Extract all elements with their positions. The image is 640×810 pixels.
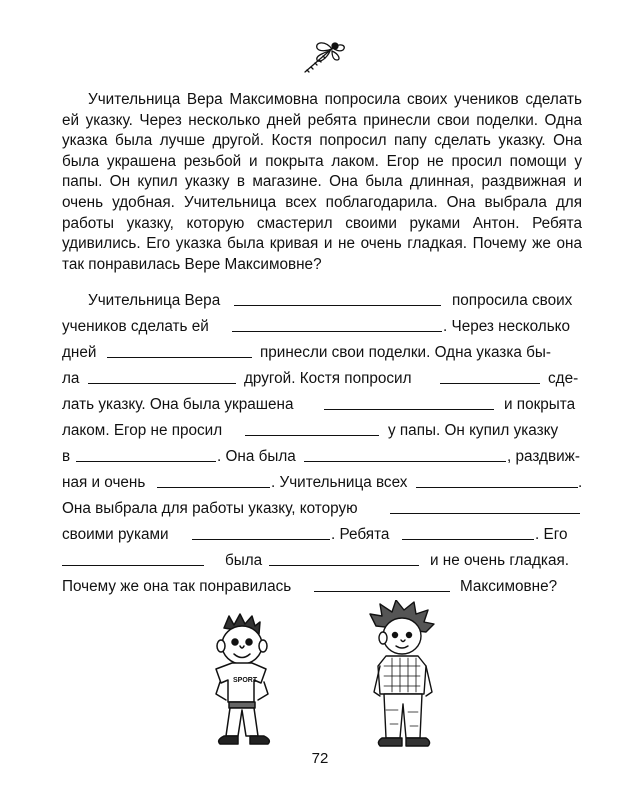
answer-blank[interactable] bbox=[192, 539, 330, 540]
exercise-line bbox=[62, 574, 582, 600]
exercise-text: лаком. Егор не просил bbox=[62, 422, 223, 439]
boy-right-illustration bbox=[362, 600, 444, 750]
exercise-text: ная и очень bbox=[62, 474, 146, 491]
answer-blank[interactable] bbox=[245, 435, 379, 436]
boy-left-illustration bbox=[196, 612, 291, 748]
answer-blank[interactable] bbox=[416, 487, 578, 488]
answer-blank[interactable] bbox=[269, 565, 419, 566]
exercise-line bbox=[62, 470, 582, 496]
exercise-text: и покрыта bbox=[504, 396, 576, 413]
answer-blank[interactable] bbox=[76, 461, 216, 462]
answer-blank[interactable] bbox=[324, 409, 494, 410]
exercise-text: . Через несколько bbox=[443, 318, 571, 335]
answer-blank[interactable] bbox=[232, 331, 442, 332]
exercise-text: сде- bbox=[548, 370, 579, 387]
answer-blank[interactable] bbox=[88, 383, 236, 384]
exercise-text: . Его bbox=[535, 526, 568, 543]
answer-blank[interactable] bbox=[157, 487, 270, 488]
exercise-line bbox=[62, 418, 582, 444]
exercise-line bbox=[62, 288, 582, 314]
exercise-text: попросила своих bbox=[452, 292, 573, 309]
exercise-text: Она выбрала для работы указку, которую bbox=[62, 500, 358, 517]
exercise-text: ла bbox=[62, 370, 80, 387]
exercise-text: лать указку. Она была украшена bbox=[62, 396, 294, 413]
exercise-line bbox=[62, 366, 582, 392]
exercise-line bbox=[62, 522, 582, 548]
answer-blank[interactable] bbox=[234, 305, 441, 306]
exercise-line bbox=[62, 340, 582, 366]
exercise-text: . Ребята bbox=[331, 526, 390, 543]
dragonfly-icon bbox=[297, 38, 349, 78]
answer-blank[interactable] bbox=[390, 513, 580, 514]
page-number: 72 bbox=[311, 750, 329, 767]
exercise-line bbox=[62, 548, 582, 574]
shirt-print: SPORT bbox=[233, 677, 258, 684]
story-text: Учительница Вера Максимовна попросила своих учеников сделать ей указку. Через несколько дней ребята принесли свои поделки. Одна указка была лучше другой. Костя попросил папу сделать указку. Она была украшена резьбой и покрыта лаком. Егор не просил помощи у папы. Он купил указку в магазине. Она была длинная, раздвижная и очень удобная. Учительница всех поблагодарила. Она выбрала для работы указку, которую смастерил своими руками Антон. Ребята удивились. Его указка была кривая и не очень гладкая. Почему же она так понравилась Вере Максимовне? bbox=[62, 91, 582, 273]
exercise-text: своими руками bbox=[62, 526, 169, 543]
answer-blank[interactable] bbox=[107, 357, 252, 358]
answer-blank[interactable] bbox=[314, 591, 450, 592]
exercise-text: Максимовне? bbox=[460, 578, 558, 595]
answer-blank[interactable] bbox=[440, 383, 540, 384]
exercise-text: у папы. Он купил указку bbox=[388, 422, 559, 439]
exercise-text: принесли свои поделки. Одна указка бы- bbox=[260, 344, 551, 361]
exercise-line bbox=[62, 444, 582, 470]
exercise-text: Почему же она так понравилась bbox=[62, 578, 292, 595]
answer-blank[interactable] bbox=[304, 461, 506, 462]
exercise-text: и не очень гладкая. bbox=[430, 552, 569, 569]
exercise-text: дней bbox=[62, 344, 97, 361]
exercise-text: была bbox=[225, 552, 263, 569]
exercise-text: в bbox=[62, 448, 71, 465]
exercise-line bbox=[62, 314, 582, 340]
exercise-text: . Она была bbox=[217, 448, 296, 465]
exercise-text: Учительница Вера bbox=[88, 292, 221, 309]
exercise-line bbox=[62, 496, 582, 522]
exercise-line bbox=[62, 392, 582, 418]
exercise-text: . Учительница всех bbox=[271, 474, 408, 491]
exercise-text: . bbox=[578, 474, 583, 491]
answer-blank[interactable] bbox=[402, 539, 534, 540]
exercise-text: учеников сделать ей bbox=[62, 318, 209, 335]
exercise-text: , раздвиж- bbox=[507, 448, 580, 465]
answer-blank[interactable] bbox=[62, 565, 204, 566]
exercise-text: другой. Костя попросил bbox=[244, 370, 412, 387]
